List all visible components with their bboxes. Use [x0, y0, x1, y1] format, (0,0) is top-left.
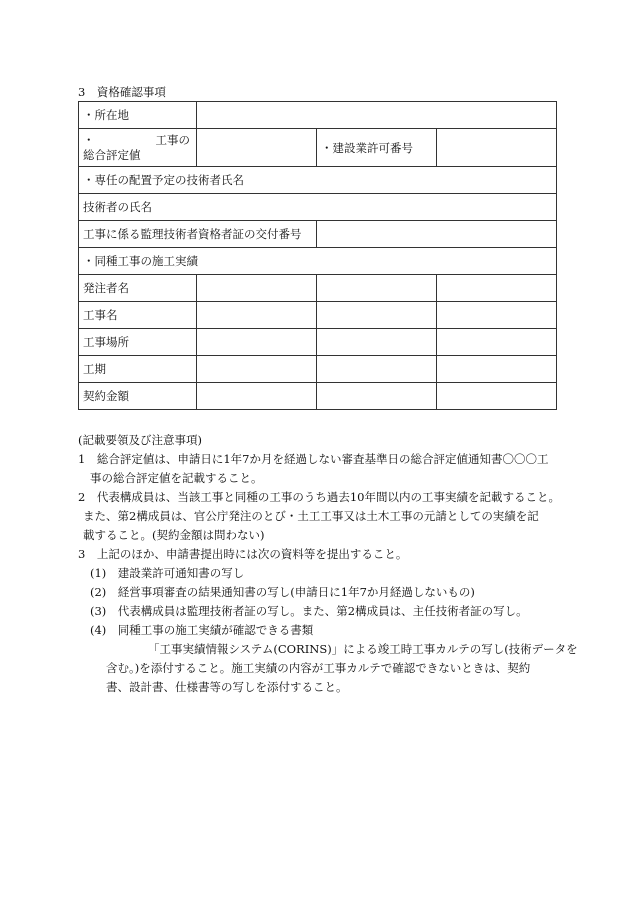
note-3-sub-4-detail-3: 書、設計書、仕様書等の写しを添付すること。 [106, 680, 348, 694]
table-row [79, 275, 557, 302]
table-cell[interactable] [437, 329, 557, 356]
table-cell[interactable] [317, 275, 437, 302]
table-row [79, 329, 557, 356]
table-cell[interactable] [317, 329, 437, 356]
table-row-rating [79, 129, 557, 167]
note-2-line-2: また、第2構成員は、官公庁発注のとび・土工工事又は土木工事の元請としての実績を記 [83, 509, 539, 523]
table-row-engineer-section [79, 167, 557, 194]
table-cell[interactable] [197, 275, 317, 302]
table-cell[interactable] [437, 383, 557, 410]
note-3-sub-4-detail-1: 「工事実績情報システム(CORINS)」による竣工時工事カルテの写し(技術データを [148, 642, 578, 656]
note-3-sub-3: (3) 代表構成員は監理技術者証の写し。また、第2構成員は、主任技術者証の写し。 [90, 604, 528, 618]
rating-label-dot: ・ [83, 132, 95, 147]
experience-section-label: ・同種工事の施工実績 [79, 248, 557, 275]
license-label: ・建設業許可番号 [317, 129, 437, 167]
note-2-line-3: 載すること。(契約金額は問わない) [83, 528, 265, 542]
rating-label-bottom: 総合評定値 [83, 147, 141, 162]
table-cell[interactable] [197, 302, 317, 329]
row-label-amount: 契約金額 [79, 383, 197, 410]
rating-label [79, 129, 197, 167]
table-row [79, 302, 557, 329]
table-row-supervisor-cert [79, 221, 557, 248]
location-field[interactable] [197, 102, 557, 129]
row-label-client: 発注者名 [79, 275, 197, 302]
rating-field[interactable] [197, 129, 317, 167]
row-label-project: 工事名 [79, 302, 197, 329]
table-cell[interactable] [437, 356, 557, 383]
table-row-location [79, 102, 557, 129]
note-3-sub-4-detail-2: 含む。)を添付すること。施工実績の内容が工事カルテで確認できないときは、契約 [106, 661, 531, 675]
engineer-name-label[interactable]: 技術者の氏名 [79, 194, 557, 221]
engineer-section-label: ・専任の配置予定の技術者氏名 [79, 167, 557, 194]
note-3-sub-2: (2) 経営事項審査の結果通知書の写し(申請日に1年7か月経過しないもの) [90, 585, 475, 599]
rating-label-top: 工事の [155, 132, 190, 147]
table-cell[interactable] [317, 383, 437, 410]
note-1-line-1: 1 総合評定値は、申請日に1年7か月を経過しない審査基準日の総合評定値通知書〇〇〇工 [78, 452, 549, 466]
notes-header: (記載要領及び注意事項) [78, 433, 202, 447]
location-label: ・所在地 [79, 102, 197, 129]
table-cell[interactable] [437, 275, 557, 302]
note-1-line-2: 事の総合評定値を記載すること。 [90, 471, 263, 485]
table-cell[interactable] [437, 302, 557, 329]
section-heading: 3 資格確認事項 [78, 85, 166, 99]
table-cell[interactable] [197, 356, 317, 383]
row-label-period: 工期 [79, 356, 197, 383]
license-field[interactable] [437, 129, 557, 167]
table-cell[interactable] [197, 329, 317, 356]
note-2-line-1: 2 代表構成員は、当該工事と同種の工事のうち過去10年間以内の工事実績を記載すること。 [78, 490, 560, 504]
table-row [79, 383, 557, 410]
qualification-table [78, 101, 557, 410]
note-3: 3 上記のほか、申請書提出時には次の資料等を提出すること。 [78, 547, 408, 561]
table-row-experience-section [79, 248, 557, 275]
table-cell[interactable] [317, 302, 437, 329]
note-3-sub-4: (4) 同種工事の施工実績が確認できる書類 [90, 623, 314, 637]
row-label-site: 工事場所 [79, 329, 197, 356]
note-3-sub-1: (1) 建設業許可通知書の写し [90, 566, 245, 580]
table-row-engineer-name [79, 194, 557, 221]
table-cell[interactable] [197, 383, 317, 410]
supervisor-cert-label: 工事に係る監理技術者資格者証の交付番号 [79, 221, 317, 248]
notes-section [78, 431, 578, 697]
table-row [79, 356, 557, 383]
table-cell[interactable] [317, 356, 437, 383]
supervisor-cert-field[interactable] [317, 221, 557, 248]
